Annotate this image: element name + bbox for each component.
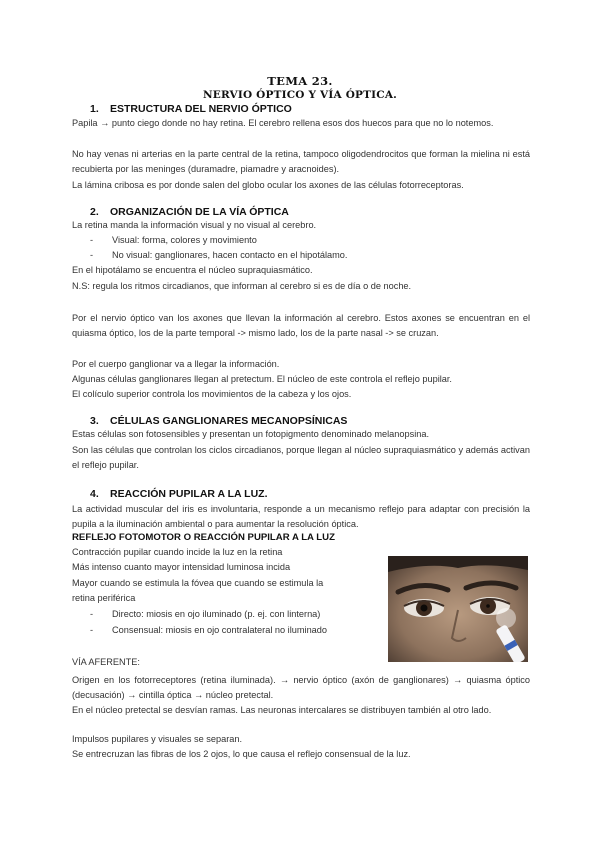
doc-title: TEMA 23. — [267, 74, 333, 88]
list-item: - Visual: forma, colores y movimiento — [90, 235, 257, 245]
text-line: Por el cuerpo ganglionar va a llegar la información. — [72, 359, 280, 369]
section-title: ORGANIZACIÓN DE LA VÍA ÓPTICA — [110, 206, 289, 218]
text-line: VÍA AFERENTE: — [72, 657, 140, 667]
pupil-reflex-photo — [388, 556, 528, 662]
list-item: - Directo: miosis en ojo iluminado (p. ej. con linterna) — [90, 609, 321, 619]
list-item: - Consensual: miosis en ojo contralateral no iluminado — [90, 625, 328, 635]
list-item-text: Directo: miosis en ojo iluminado (p. ej. con linterna) — [112, 609, 321, 619]
paragraph: Papila → punto ciego donde no hay retina. El cerebro rellena esos dos huecos para que no lo notemos. — [72, 118, 494, 128]
text-line: Se entrecruzan las fibras de los 2 ojos, lo que causa el reflejo consensual de la luz. — [72, 749, 411, 759]
text-line: El colículo superior controla los movimientos de la cabeza y los ojos. — [72, 389, 352, 399]
eyes-illustration — [388, 556, 528, 662]
paragraph: Por el nervio óptico van los axones que llevan la información al cerebro. Estos axones se encuentran en el quiasma óptico, los de la parte temporal -> mismo lado, los de la parte nasal -> se cruzan. — [72, 313, 530, 338]
text-line: Contracción pupilar cuando incide la luz en la retina — [72, 547, 283, 557]
doc-subtitle: NERVIO ÓPTICO Y VÍA ÓPTICA. — [202, 89, 398, 101]
subheading: REFLEJO FOTOMOTOR O REACCIÓN PUPILAR A LA LUZ — [72, 532, 335, 543]
list-item-text: No visual: ganglionares, hacen contacto en el hipotálamo. — [112, 250, 348, 260]
paragraph: Son las células que controlan los ciclos circadianos, porque llegan al núcleo supraquiasmático y además activan el reflejo pupilar. — [72, 445, 530, 470]
paragraph: En el núcleo pretectal se desvían ramas. Las neuronas intercalares se distribuyen también al otro lado. — [72, 705, 492, 715]
section-heading-1 — [90, 103, 292, 115]
section-number: 3. — [90, 415, 99, 427]
paragraph: Origen en los fotorreceptores (retina iluminada). → nervio óptico (axón de ganglionares) → quiasma óptico (decusación) → cintilla óptica → núcleo pretectal. — [72, 675, 530, 700]
text-line: Mayor cuando se estimula la fóvea que cuando se estimula la — [72, 578, 324, 588]
text-line: retina periférica — [72, 593, 136, 603]
text-line: La retina manda la información visual y no visual al cerebro. — [72, 220, 317, 230]
section-heading-3 — [90, 415, 347, 427]
text-line: Impulsos pupilares y visuales se separan. — [72, 734, 243, 744]
text-line: Estas células son fotosensibles y presentan un fotopigmento denominado melanopsina. — [72, 429, 430, 439]
text-line: N.S: regula los ritmos circadianos, que informan al cerebro si es de día o de noche. — [72, 281, 412, 291]
paragraph: No hay venas ni arterias en la parte central de la retina, tampoco oligodendrocitos que forman la mielina ni está recubierta por las meninges (duramadre, piamadre y aracnoides). — [72, 149, 530, 174]
list-item: - No visual: ganglionares, hacen contacto en el hipotálamo. — [90, 250, 348, 260]
section-title: REACCIÓN PUPILAR A LA LUZ. — [110, 488, 268, 500]
section-heading-2 — [90, 206, 289, 218]
section-heading-4 — [90, 488, 268, 500]
section-title: ESTRUCTURA DEL NERVIO ÓPTICO — [110, 103, 292, 115]
section-title: CÉLULAS GANGLIONARES MECANOPSÍNICAS — [110, 415, 348, 427]
text-line: La lámina cribosa es por donde salen del globo ocular los axones de las células fotorreceptoras. — [72, 180, 464, 190]
section-number: 1. — [90, 103, 99, 115]
text-line: Algunas células ganglionares llegan al pretectum. El núcleo de este controla el reflejo pupilar. — [72, 374, 452, 384]
section-number: 2. — [90, 206, 99, 218]
text-line: Más intenso cuanto mayor intensidad luminosa incida — [72, 562, 291, 572]
paragraph: La actividad muscular del iris es involuntaria, responde a un mecanismo reflejo para adaptar con precisión la pupila a la iluminación ambiental o para aumentar la resolución óptica. — [72, 504, 530, 529]
list-item-text: Visual: forma, colores y movimiento — [112, 235, 257, 245]
list-item-text: Consensual: miosis en ojo contralateral no iluminado — [112, 625, 328, 635]
text-line: En el hipotálamo se encuentra el núcleo supraquiasmático. — [72, 265, 313, 275]
section-number: 4. — [90, 488, 99, 500]
